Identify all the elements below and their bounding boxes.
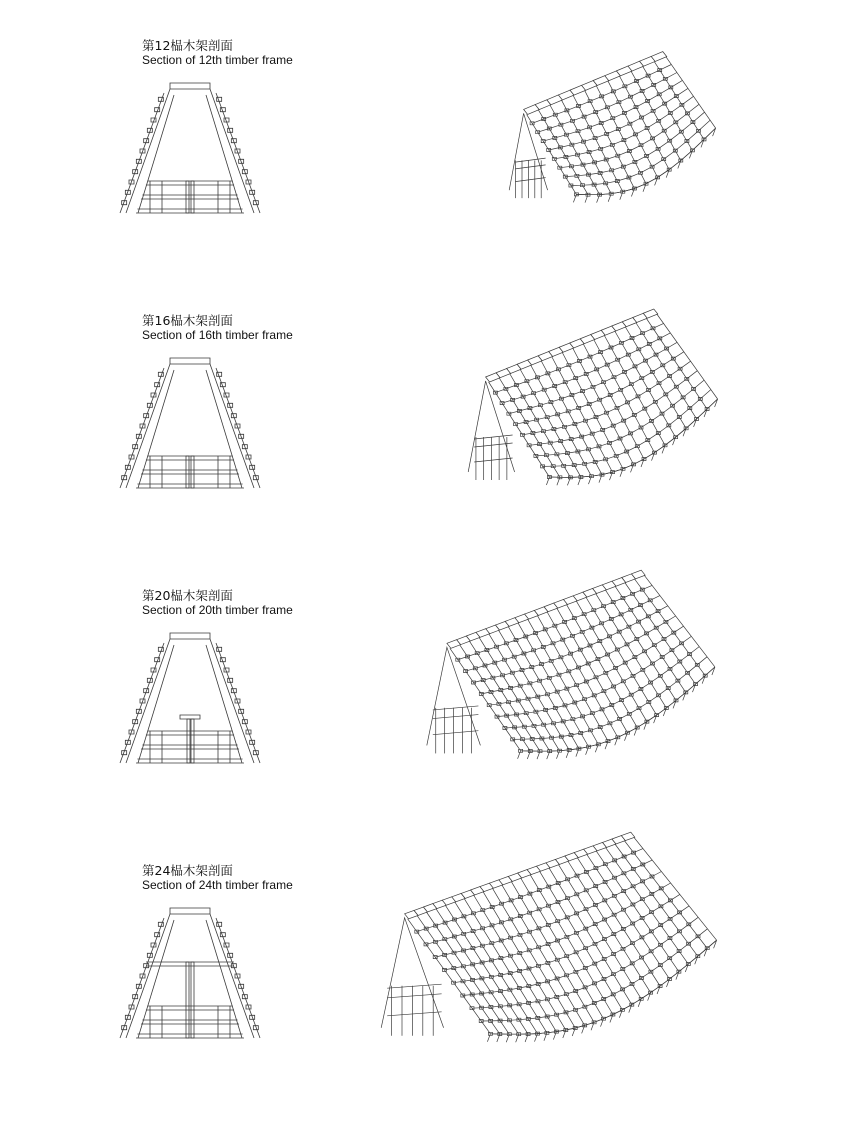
center-post: [187, 719, 190, 763]
purlin: [472, 917, 698, 1008]
rafter-left: [126, 914, 170, 1038]
caption-english: Section of 24th timber frame: [142, 878, 293, 892]
center-post: [191, 719, 194, 763]
purlin: [502, 333, 670, 403]
rafter-right: [210, 639, 254, 763]
rafter: [573, 348, 634, 464]
rafter: [492, 888, 575, 1028]
axonometric-drawing: [400, 553, 735, 768]
rafter: [615, 844, 698, 956]
rafter: [596, 86, 646, 184]
caption-chinese: 第16榀木架剖面: [142, 313, 233, 328]
purlin: [565, 112, 704, 176]
axonometric-drawing: [490, 38, 730, 208]
rafter: [636, 323, 697, 419]
purlin: [509, 342, 677, 413]
purlin: [481, 616, 675, 694]
rafter-left: [126, 364, 170, 488]
rafter: [489, 634, 560, 751]
ridge-cap: [170, 908, 210, 914]
rafter-left: [126, 639, 170, 763]
section-drawing: [110, 73, 270, 223]
section-drawing: [110, 623, 270, 773]
caption: [142, 588, 293, 618]
axonometric-drawing: [350, 813, 740, 1053]
purlin: [543, 80, 682, 141]
rafter: [499, 378, 560, 478]
axo-structure: [381, 832, 716, 1042]
rafter: [469, 641, 540, 751]
center-post: [191, 456, 194, 488]
rafter: [646, 318, 707, 409]
section-frame: [120, 633, 260, 763]
rafter: [520, 369, 581, 477]
rafter: [408, 919, 491, 1034]
center-post: [186, 456, 189, 488]
ridge-panels: [405, 832, 635, 919]
rafter: [583, 344, 644, 459]
rafter: [531, 365, 592, 476]
caption-chinese: 第12榀木架剖面: [142, 38, 233, 53]
rafter: [489, 382, 550, 477]
caption: [142, 38, 293, 68]
rafter: [577, 858, 660, 986]
post-cap: [180, 715, 200, 719]
center-post: [186, 181, 189, 213]
rafter: [657, 314, 718, 399]
rafter: [634, 837, 717, 940]
rafter: [474, 895, 557, 1032]
rafter: [596, 851, 679, 972]
rafter: [417, 915, 500, 1034]
purlin: [554, 96, 693, 159]
rafter: [455, 902, 538, 1034]
axonometric-drawing: [445, 293, 735, 493]
center-post: [191, 962, 194, 1038]
center-post: [186, 962, 189, 1038]
rafter: [479, 637, 550, 751]
caption: [142, 863, 293, 893]
rafter: [568, 861, 651, 993]
center-post: [191, 181, 194, 213]
rafter: [587, 854, 670, 979]
caption-english: Section of 16th timber frame: [142, 328, 293, 342]
purlin: [495, 323, 663, 392]
rafter-left: [126, 89, 170, 213]
rafter: [634, 579, 705, 676]
rafter-right: [210, 89, 254, 213]
caption-chinese: 第20榀木架剖面: [142, 588, 233, 603]
section-drawing: [110, 348, 270, 498]
rafter: [538, 110, 588, 195]
rafter: [426, 912, 509, 1034]
caption-english: Section of 12th timber frame: [142, 53, 293, 67]
panel-frame-16: [0, 313, 849, 588]
ridge-cap: [170, 83, 210, 89]
rafter: [644, 575, 715, 667]
purlin: [489, 626, 683, 705]
rafter: [521, 878, 604, 1019]
rafter-right: [210, 364, 254, 488]
axo-structure: [509, 52, 715, 203]
section-frame: [120, 908, 260, 1038]
rafter: [625, 583, 696, 685]
purlin: [516, 352, 684, 424]
axo-structure: [427, 570, 715, 759]
ridge-cap: [170, 358, 210, 364]
section-frame: [120, 358, 260, 488]
ridge-panels: [447, 570, 645, 648]
section-drawing: [110, 898, 270, 1048]
rafter: [464, 898, 547, 1032]
rafter: [527, 114, 577, 194]
caption-english: Section of 20th timber frame: [142, 603, 293, 617]
ridge-cap: [170, 633, 210, 639]
purlin: [513, 657, 707, 740]
rafter: [550, 105, 600, 195]
rafter: [460, 645, 531, 751]
section-frame: [120, 83, 260, 213]
rafter-right: [210, 914, 254, 1038]
purlin: [417, 849, 643, 932]
caption: [142, 313, 293, 343]
ridge-panels: [524, 52, 667, 115]
panel-frame-24: [0, 863, 849, 1138]
rafter: [530, 875, 613, 1015]
rafter: [561, 100, 611, 194]
panel-frame-12: [0, 38, 849, 313]
axo-structure: [468, 309, 717, 485]
caption-chinese: 第24榀木架剖面: [142, 863, 233, 878]
rafter: [541, 361, 602, 475]
rafter: [606, 847, 689, 964]
